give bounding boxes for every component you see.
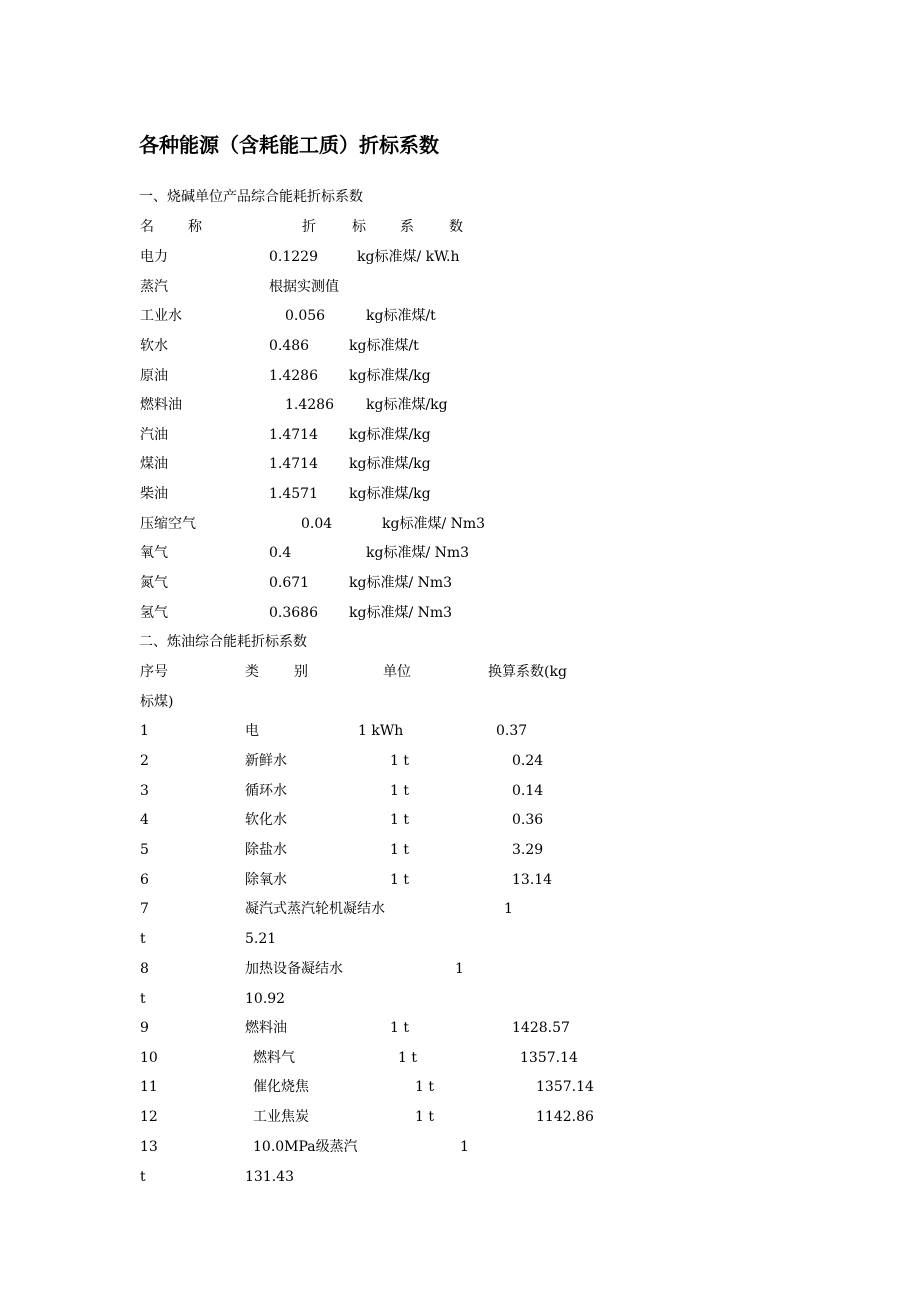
section2-row [0, 838, 920, 862]
row-unit: 1 [455, 961, 464, 977]
item-unit: kg标准煤/ Nm3 [382, 516, 486, 532]
section1-heading: 一、烧碱单位产品综合能耗折标系数 [139, 189, 363, 205]
section2-row [0, 1046, 920, 1070]
row-seq: 6 [140, 872, 149, 888]
row-unit: 1 [504, 901, 513, 917]
row-seq: 4 [140, 812, 149, 828]
row-unit-wrap: t [140, 931, 146, 947]
section2-row [0, 808, 920, 832]
header-category-char: 别 [294, 664, 308, 680]
section2-row [0, 1016, 920, 1040]
item-value: 0.056 [285, 308, 326, 324]
row-seq: 7 [140, 901, 149, 917]
section2-row [0, 1075, 920, 1099]
header-unit: 单位 [383, 664, 411, 680]
item-value: 1.4714 [269, 427, 318, 443]
row-name: 除盐水 [245, 842, 287, 858]
row-seq: 9 [140, 1020, 149, 1036]
item-unit: kg标准煤/t [366, 308, 436, 324]
item-name: 原油 [140, 368, 168, 384]
item-unit: kg标准煤/kg [349, 368, 431, 384]
row-seq: 8 [140, 961, 149, 977]
item-name: 氢气 [140, 605, 168, 621]
item-value: 0.1229 [269, 249, 318, 265]
section1-heading-line [0, 185, 920, 209]
row-value: 13.14 [512, 872, 553, 888]
item-value: 0.04 [301, 516, 333, 532]
section2-row [0, 749, 920, 773]
section1-row [0, 275, 920, 299]
section2-heading-line [0, 630, 920, 654]
item-name: 蒸汽 [140, 279, 168, 295]
item-name: 软水 [140, 338, 168, 354]
header-coef-char: 系 [400, 219, 414, 235]
item-unit: kg标准煤/t [349, 338, 419, 354]
section1-row [0, 334, 920, 358]
section1-row [0, 245, 920, 269]
section1-row [0, 482, 920, 506]
item-value: 0.671 [269, 575, 310, 591]
section2-row [0, 719, 920, 743]
item-unit: kg标准煤/kg [366, 397, 448, 413]
section2-row [0, 1105, 920, 1129]
row-value: 0.24 [512, 753, 544, 769]
row-unit: 1 t [390, 1020, 409, 1036]
section1-row [0, 512, 920, 536]
row-unit: 1 t [390, 872, 409, 888]
header-coef-char: 标 [352, 219, 366, 235]
item-unit: kg标准煤/ kW.h [357, 249, 460, 265]
row-seq: 2 [140, 753, 149, 769]
item-value: 根据实测值 [269, 279, 339, 295]
item-name: 柴油 [140, 486, 168, 502]
header-seq: 序号 [140, 664, 168, 680]
section2-row [0, 779, 920, 803]
section2-row [0, 868, 920, 892]
row-seq: 12 [140, 1109, 158, 1125]
row-unit-wrap: t [140, 991, 146, 1007]
row-unit: 1 [460, 1139, 469, 1155]
row-value: 3.29 [512, 842, 544, 858]
row-seq: 1 [140, 723, 149, 739]
item-name: 汽油 [140, 427, 168, 443]
row-unit: 1 t [390, 753, 409, 769]
row-seq: 5 [140, 842, 149, 858]
row-name: 燃料气 [253, 1050, 295, 1066]
row-seq: 10 [140, 1050, 158, 1066]
item-name: 压缩空气 [140, 516, 196, 532]
item-value: 1.4286 [269, 368, 318, 384]
row-name: 软化水 [245, 812, 287, 828]
row-value: 1357.14 [536, 1079, 594, 1095]
row-value: 0.37 [496, 723, 528, 739]
row-value: 0.36 [512, 812, 544, 828]
row-unit: 1 t [398, 1050, 417, 1066]
item-name: 煤油 [140, 456, 168, 472]
row-name: 工业焦炭 [253, 1109, 309, 1125]
row-name: 除氧水 [245, 872, 287, 888]
section1-row [0, 541, 920, 565]
row-unit: 1 t [390, 842, 409, 858]
section1-row [0, 364, 920, 388]
row-seq: 3 [140, 783, 149, 799]
row-unit: 1 kWh [358, 723, 404, 739]
item-unit: kg标准煤/kg [349, 427, 431, 443]
row-name: 催化烧焦 [253, 1079, 309, 1095]
section1-row [0, 393, 920, 417]
row-value: 0.14 [512, 783, 544, 799]
section1-header-row [0, 215, 920, 239]
row-value: 10.92 [245, 991, 286, 1007]
header-name-char: 名 [140, 219, 154, 235]
row-unit: 1 t [415, 1079, 434, 1095]
row-seq: 11 [140, 1079, 158, 1095]
item-name: 氮气 [140, 575, 168, 591]
item-value: 0.486 [269, 338, 310, 354]
document-title: 各种能源（含耗能工质）折标系数 [139, 133, 439, 157]
section2-row-wrap [0, 927, 920, 951]
header-name-char: 称 [188, 219, 202, 235]
section1-row [0, 423, 920, 447]
header-coef-wrap: 标煤) [140, 694, 174, 710]
header-coef: 换算系数(kg [488, 664, 567, 680]
item-unit: kg标准煤/kg [349, 486, 431, 502]
item-value: 0.3686 [269, 605, 318, 621]
row-name: 燃料油 [245, 1020, 287, 1036]
row-name: 凝汽式蒸汽轮机凝结水 [245, 901, 385, 917]
item-value: 1.4571 [269, 486, 318, 502]
row-unit: 1 t [390, 783, 409, 799]
item-unit: kg标准煤/ Nm3 [366, 545, 470, 561]
section2-heading: 二、炼油综合能耗折标系数 [139, 634, 307, 650]
row-name: 电 [245, 723, 259, 739]
item-name: 氧气 [140, 545, 168, 561]
row-seq: 13 [140, 1139, 158, 1155]
item-name: 电力 [140, 249, 168, 265]
section2-row [0, 897, 920, 921]
section1-row [0, 304, 920, 328]
section1-row [0, 571, 920, 595]
row-name: 加热设备凝结水 [245, 961, 343, 977]
row-value: 1142.86 [536, 1109, 594, 1125]
row-name: 循环水 [245, 783, 287, 799]
section2-header-wrap [0, 690, 920, 714]
row-name: 新鲜水 [245, 753, 287, 769]
row-value: 5.21 [245, 931, 277, 947]
item-value: 1.4286 [285, 397, 334, 413]
row-unit: 1 t [415, 1109, 434, 1125]
section1-row [0, 452, 920, 476]
item-unit: kg标准煤/kg [349, 456, 431, 472]
section2-row-wrap [0, 1165, 920, 1189]
header-category-char: 类 [245, 664, 259, 680]
section1-row [0, 601, 920, 625]
item-value: 0.4 [269, 545, 292, 561]
item-name: 工业水 [140, 308, 182, 324]
section2-header-row [0, 660, 920, 684]
row-unit: 1 t [390, 812, 409, 828]
header-coef-char: 折 [302, 219, 316, 235]
row-value: 1428.57 [512, 1020, 570, 1036]
section2-row [0, 957, 920, 981]
section2-row [0, 1135, 920, 1159]
row-value: 131.43 [245, 1169, 294, 1185]
item-unit: kg标准煤/ Nm3 [349, 605, 453, 621]
row-unit-wrap: t [140, 1169, 146, 1185]
item-name: 燃料油 [140, 397, 182, 413]
row-name: 10.0MPa级蒸汽 [253, 1139, 358, 1155]
row-value: 1357.14 [520, 1050, 578, 1066]
item-unit: kg标准煤/ Nm3 [349, 575, 453, 591]
item-value: 1.4714 [269, 456, 318, 472]
section2-row-wrap [0, 987, 920, 1011]
header-coef-char: 数 [449, 219, 463, 235]
